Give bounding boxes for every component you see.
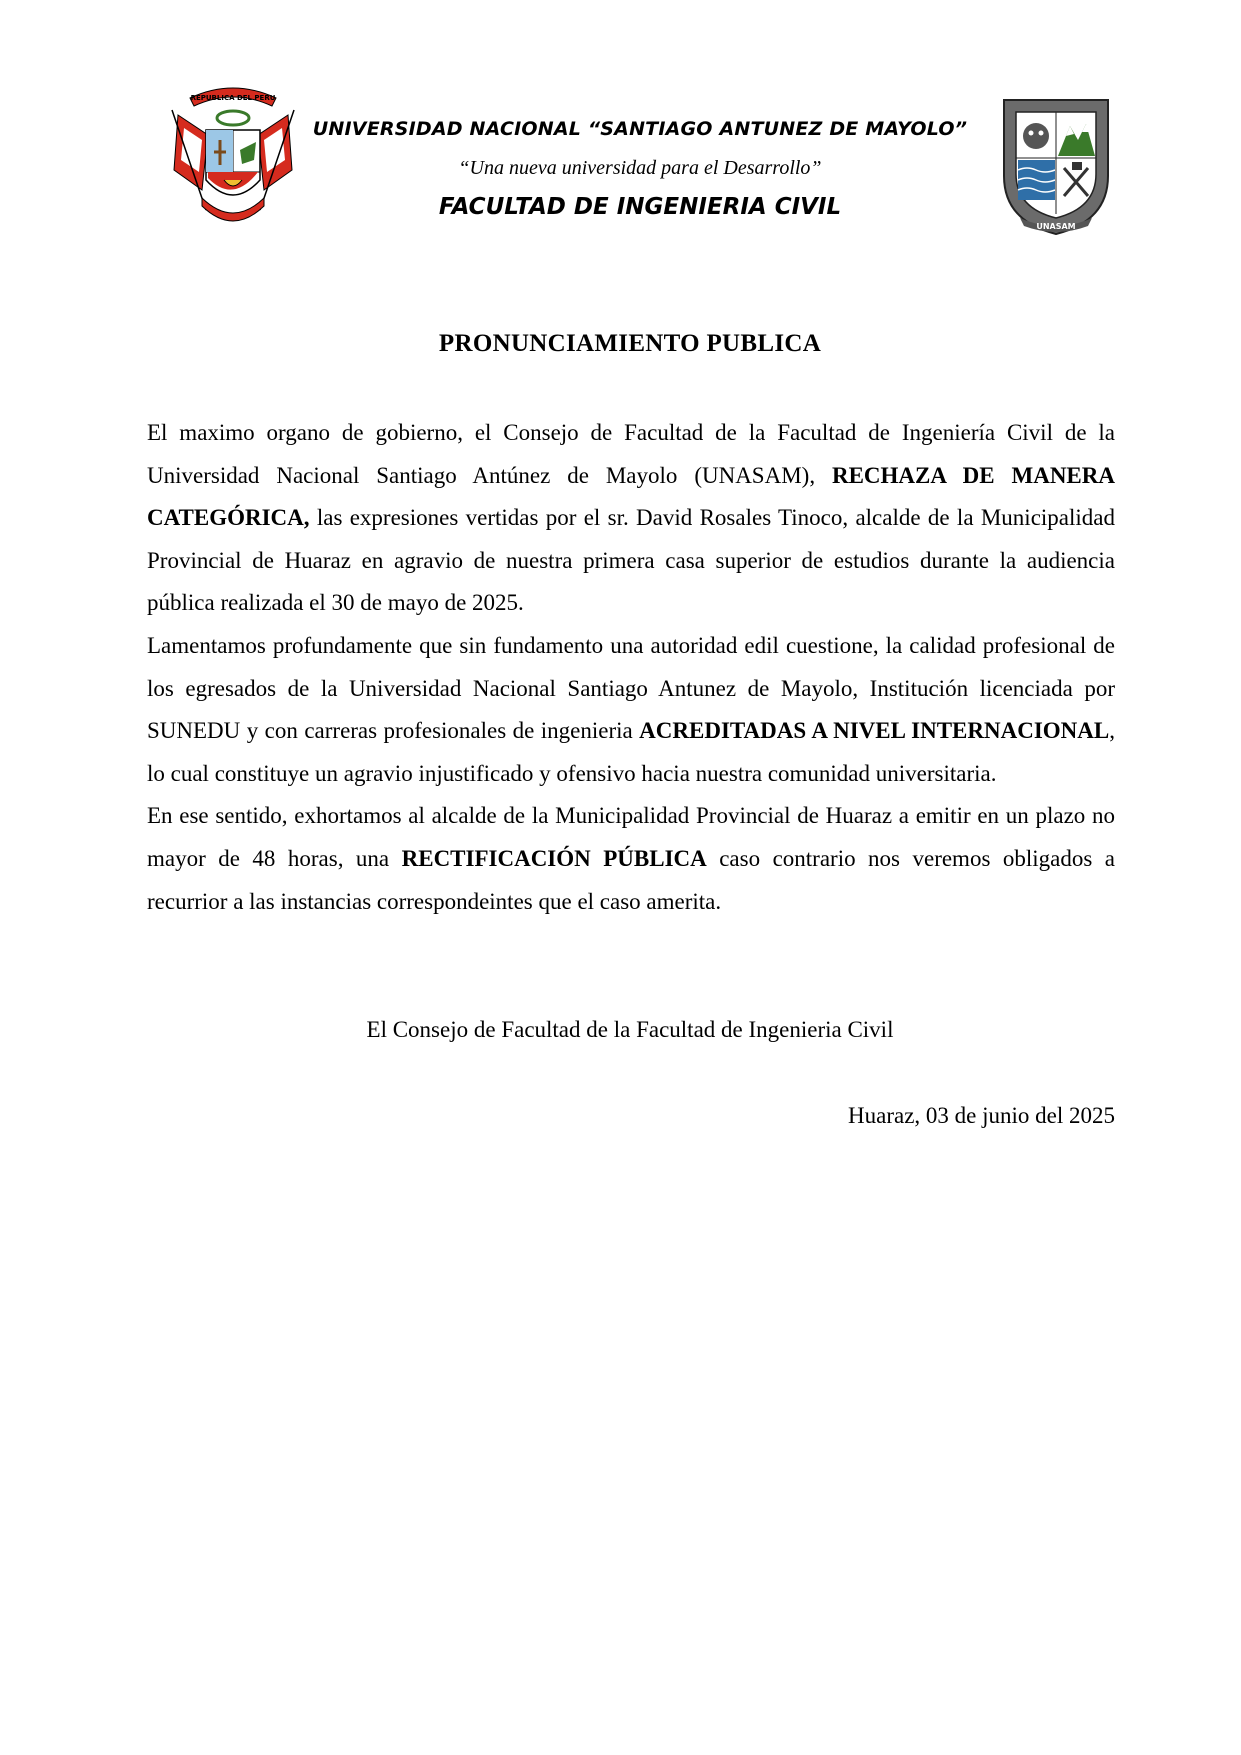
document-title: PRONUNCIAMIENTO PUBLICA [438, 330, 822, 357]
paragraph-2-text-c: , lo cual constituye un agravio injustificado y ofensivo hacia nuestra comunidad universitaria. [147, 718, 1115, 786]
paragraph-1 [147, 412, 1115, 625]
document-body [147, 412, 1115, 923]
unasam-shield-icon [1000, 96, 1112, 236]
signature-line: El Consejo de Facultad de la Facultad de Ingenieria Civil [366, 1017, 894, 1042]
paragraph-3 [147, 795, 1115, 923]
paragraph-2-text-a: Lamentamos profundamente que sin fundamento una autoridad edil cuestione, la calidad profesional de los egresados de la Universidad Nacional Santiago Antunez de Mayolo, Institución licenciada por SUNEDU y con carreras profesionales de ingenieria [147, 632, 1115, 744]
shield-ribbon-text: UNASAM [1036, 222, 1076, 231]
paragraph-2-bold: ACREDITADAS A NIVEL INTERNACIONAL [639, 718, 1110, 744]
document-date: Huaraz, 03 de junio del 2025 [848, 1103, 1115, 1128]
peru-coat-of-arms-icon [168, 80, 298, 235]
paragraph-3-text-a: En ese sentido, exhortamos al alcalde de la Municipalidad Provincial de Huaraz a emitir en un plazo no mayor de 48 horas, una [147, 803, 1115, 871]
coat-of-arms-ribbon-text: REPUBLICA DEL PERU [190, 94, 276, 102]
university-motto: “Una nueva universidad para el Desarrollo” [458, 157, 822, 179]
paragraph-2 [147, 625, 1115, 795]
paragraph-1-bold: RECHAZA DE MANERA CATEGÓRICA, [147, 462, 1115, 531]
faculty-name: FACULTAD DE INGENIERIA CIVIL [438, 194, 842, 220]
paragraph-1-text-c: las expresiones vertidas por el sr. David Rosales Tinoco, alcalde de la Municipalidad Provincial de Huaraz en agravio de nuestra primera casa superior de estudios durante la audiencia pública realizada el 30 de mayo de 2025. [147, 505, 1115, 616]
paragraph-3-bold: RECTIFICACIÓN PÚBLICA [401, 845, 707, 871]
university-name: UNIVERSIDAD NACIONAL “SANTIAGO ANTUNEZ DE MAYOLO” [312, 118, 968, 140]
paragraph-3-text-c: caso contrario nos veremos obligados a recurrior a las instancias correspondeintes que el caso amerita. [147, 845, 1115, 914]
paragraph-1-text-a: El maximo organo de gobierno, el Consejo de Facultad de la Facultad de Ingeniería Civil de la Universidad Nacional Santiago Antúnez de Mayolo (UNASAM), [147, 420, 1115, 488]
